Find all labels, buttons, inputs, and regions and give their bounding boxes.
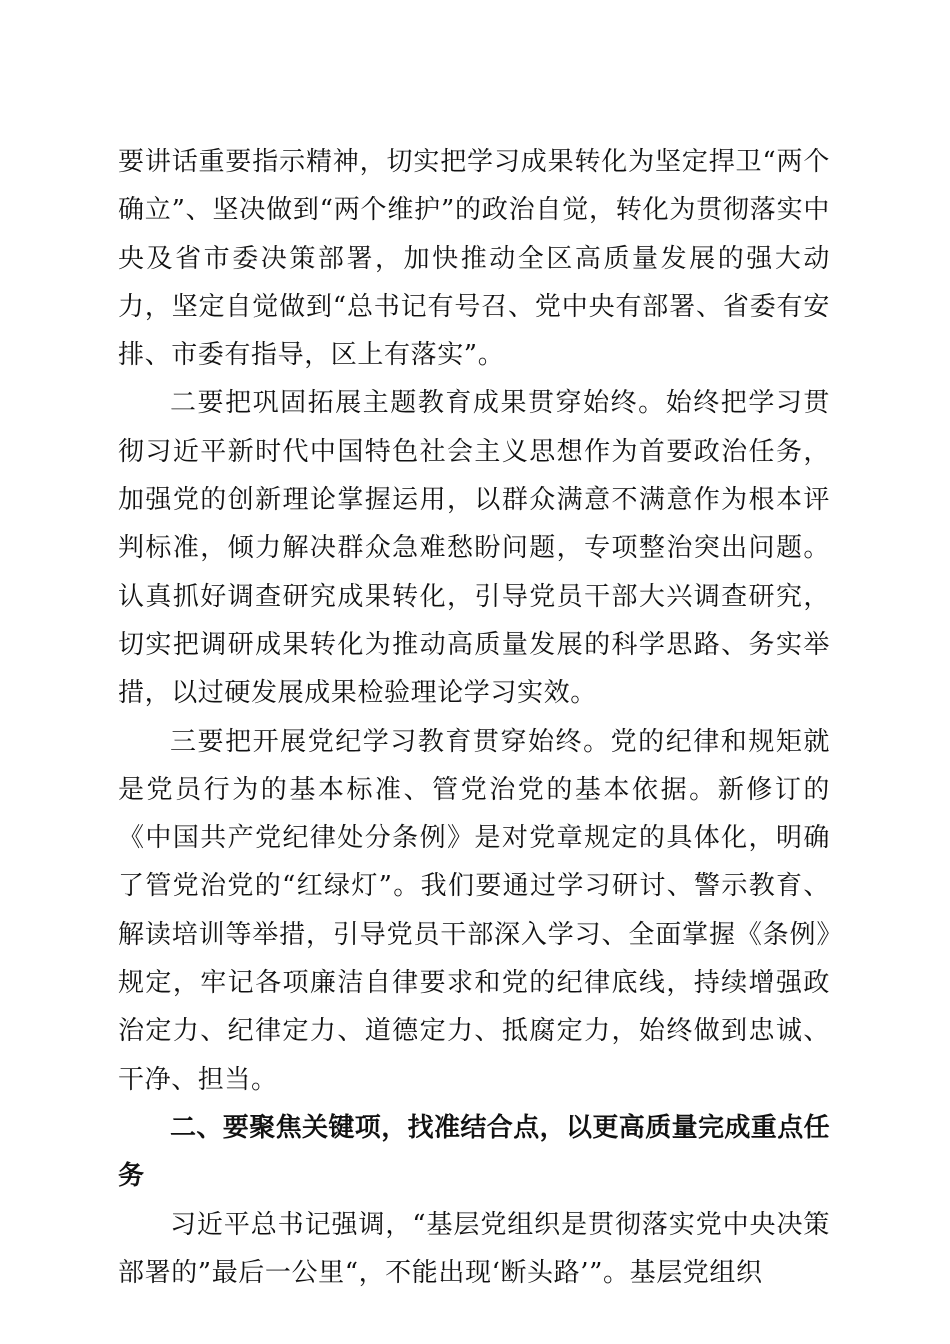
document-body <box>118 138 830 1297</box>
paragraph-third-requirement: 三要把开展党纪学习教育贯穿始终。党的纪律和规矩就是党员行为的基本标准、管党治党的基本依据。新修订的《中国共产党纪律处分条例》是对党章规定的具体化，明确了管党治党的“红绿灯”。我们要通过学习研讨、警示教育、解读培训等举措，引导党员干部深入学习、全面掌握《条例》规定，牢记各项廉洁自律要求和党的纪律底线，持续增强政治定力、纪律定力、道德定力、抵腐定力，始终做到忠诚、干净、担当。 <box>118 726 830 1095</box>
section-heading: 二、要聚焦关键项，找准结合点，以更高质量完成重点任务 <box>118 1112 831 1192</box>
paragraph-section-intro: 习近平总书记强调，“基层党组织是贯彻落实党中央决策部署的”最后一公里“，不能出现‘断头路’”。基层党组织 <box>118 1209 830 1288</box>
paragraph-second-requirement: 二要把巩固拓展主题教育成果贯穿始终。始终把学习贯彻习近平新时代中国特色社会主义思想作为首要政治任务，加强党的创新理论掌握运用，以群众满意不满意作为根本评判标准，倾力解决群众急难愁盼问题，专项整治突出问题。认真抓好调查研究成果转化，引导党员干部大兴调查研究，切实把调研成果转化为推动高质量发展的科学思路、务实举措，以过硬发展成果检验理论学习实效。 <box>118 388 830 709</box>
paragraph-continued: 要讲话重要指示精神，切实把学习成果转化为坚定捍卫“两个确立”、坚决做到“两个维护”的政治自觉，转化为贯彻落实中央及省市委决策部署，加快推动全区高质量发展的强大动力，坚定自觉做到“总书记有号召、党中央有部署、省委有安排、市委有指导，区上有落实”。 <box>118 147 830 371</box>
